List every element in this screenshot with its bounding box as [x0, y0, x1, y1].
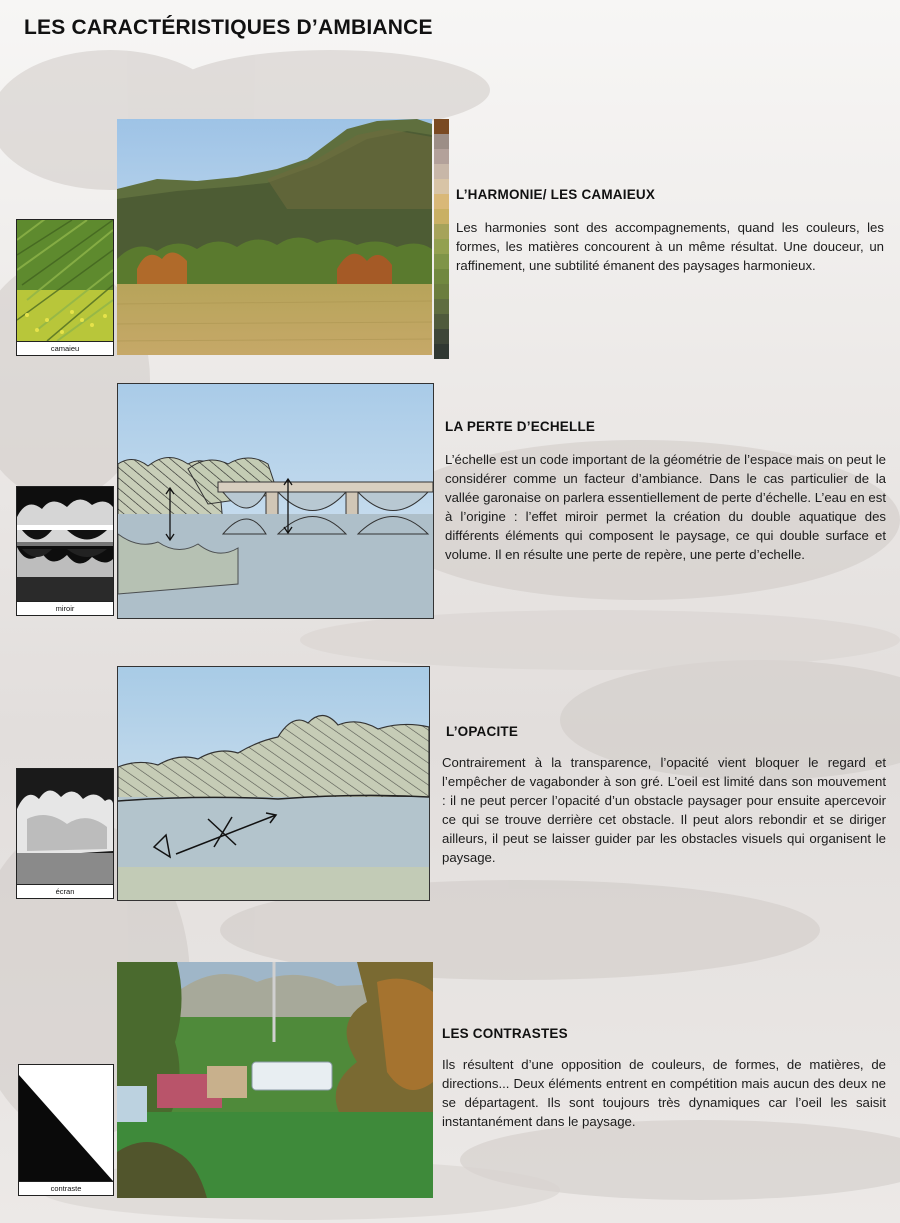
palette-swatch	[434, 344, 449, 359]
thumb-caption-ecran: écran	[17, 884, 113, 898]
palette-swatch	[434, 149, 449, 164]
palette-swatch	[434, 239, 449, 254]
thumb-caption-camaieu: camaieu	[17, 341, 113, 355]
palette-swatch	[434, 224, 449, 239]
contraste-thumbnail	[18, 1064, 114, 1196]
harmony-landscape-photo	[117, 119, 432, 355]
thumb-caption-contraste: contraste	[19, 1181, 113, 1195]
section-heading-opacite: L’OPACITE	[446, 724, 519, 739]
miroir-thumbnail	[16, 486, 114, 616]
palette-swatch	[434, 119, 449, 134]
section-harmonie	[456, 187, 884, 275]
section-text-harmonie: Les harmonies sont des accompagnements, quand les couleurs, les formes, les matières concourent à un même résultat. Une douceur, un raffinement, une subtilité émanent des paysages harmonieux.	[456, 220, 884, 273]
section-opacite	[442, 724, 886, 867]
section-contrastes	[442, 1026, 886, 1131]
palette-swatch	[434, 329, 449, 344]
page-title: LES CARACTÉRISTIQUES D’AMBIANCE	[24, 16, 433, 39]
section-perte-echelle	[445, 419, 886, 564]
palette-swatch	[434, 269, 449, 284]
camaieu-grass-image	[17, 220, 113, 341]
opacity-river-sketch	[117, 666, 430, 901]
miroir-bridge-image	[17, 487, 113, 601]
section-text-opacite: Contrairement à la transparence, l’opacité vient bloquer le regard et l’empêcher de vagabonder à son gré. L’oeil est limité dans son mouvement : il ne peut percer l’opacité d’un obstacle paysager pour ensuite apercevoir ce qui se trouve derrière cet obstacle. Il peut alors rebondir et se diriger ailleurs, il peut se laisser guider par les obstacles visuels qui organisent le paysage.	[442, 755, 886, 865]
camaieu-thumbnail	[16, 219, 114, 356]
palette-swatch	[434, 209, 449, 224]
palette-swatch	[434, 194, 449, 209]
section-heading-harmonie: L’HARMONIE/ LES CAMAIEUX	[456, 187, 656, 202]
palette-swatch	[434, 179, 449, 194]
palette-swatch	[434, 284, 449, 299]
section-heading-contrastes: LES CONTRASTES	[442, 1026, 568, 1041]
section-text-contrastes: Ils résultent d’une opposition de couleurs, de formes, de matières, de directions... Deux éléments entrent en compétition mais aucun des deux ne se départagent. Ils sont toujours très dynamiques car l’oeil les saisit instantanément dans le paysage.	[442, 1057, 886, 1129]
palette-swatch	[434, 299, 449, 314]
bridge-reflection-sketch	[117, 383, 434, 619]
section-text-perte-echelle: L’échelle est un code important de la géométrie de l’espace mais on peut le considérer comme un facteur d’ambiance. Dans le cas particulier de la vallée garonaise on parlera essentiellement de perte d’échelle. L’eau en est à l’origine : l’effet miroir permet la création du double aquatique des différents éléments qui composent le paysage, ce qui double surface et volume. Il en résulte une perte de repère, une perte d’echelle.	[445, 452, 886, 562]
palette-swatch	[434, 254, 449, 269]
section-heading-perte-echelle: LA PERTE D’ECHELLE	[445, 419, 596, 434]
thumb-caption-miroir: miroir	[17, 601, 113, 615]
palette-swatch	[434, 134, 449, 149]
ecran-trees-image	[17, 769, 113, 884]
contrast-campsite-photo	[117, 962, 433, 1198]
palette-swatch	[434, 164, 449, 179]
palette-swatch	[434, 314, 449, 329]
ecran-thumbnail	[16, 768, 114, 899]
contraste-diagonal-image	[19, 1065, 113, 1181]
